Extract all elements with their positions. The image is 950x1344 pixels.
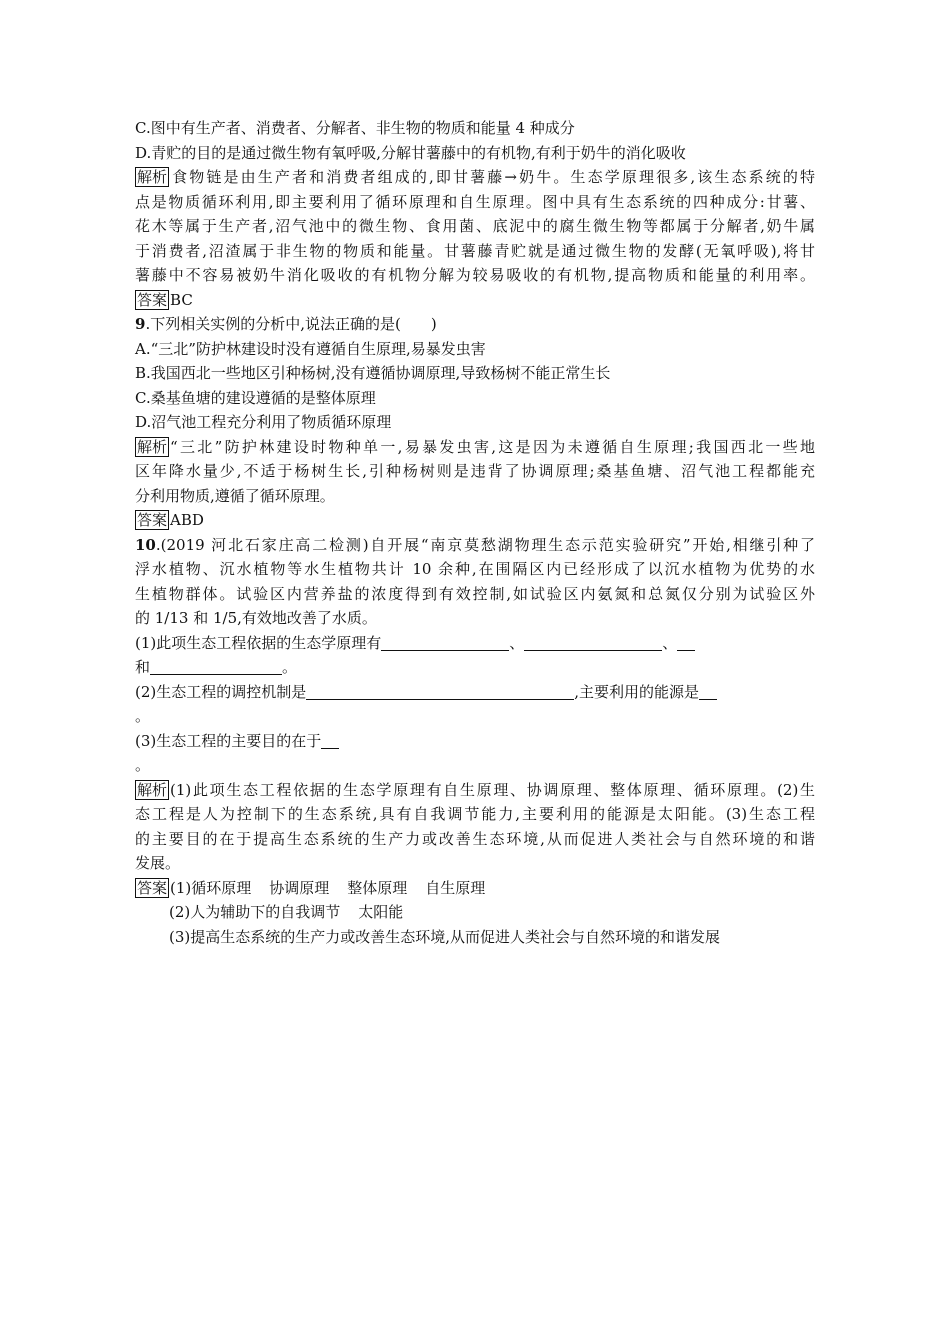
answer-text: 太阳能 bbox=[358, 903, 404, 921]
answer-blank[interactable] bbox=[699, 683, 717, 700]
question-number: 10 bbox=[135, 535, 156, 554]
answer-text: ABD bbox=[170, 511, 204, 529]
answer-label: 答案 bbox=[137, 878, 168, 897]
answer-blank[interactable] bbox=[524, 634, 662, 651]
q8-option-c: C.图中有生产者、消费者、分解者、非生物的物质和能量 4 种成分 bbox=[135, 119, 575, 137]
answer-label: 答案 bbox=[137, 290, 168, 309]
q10-sub1 bbox=[135, 631, 815, 656]
q10-sub3-end: 。 bbox=[135, 756, 151, 774]
q10-stem-line-2: 浮水植物、沉水植物等水生植物共计 10 余种,在围隔区内已经形成了以沉水植物为优势的水 bbox=[135, 560, 815, 578]
answer-text: (1)循环原理 bbox=[170, 878, 252, 897]
q10-stem-line-4: 的 1/13 和 1/5,有效地改善了水质。 bbox=[135, 609, 377, 627]
q9-option-d: D.沼气池工程充分利用了物质循环原理 bbox=[135, 413, 392, 431]
q8-analysis-line-2: 点是物质循环利用,即主要利用了循环原理和自生原理。图中具有生态系统的四种成分:甘薯、 bbox=[135, 192, 815, 211]
q10-stem-line-3: 生植物群体。试验区内营养盐的浓度得到有效控制,如试验区内氨氮和总氮仅分别为试验区外 bbox=[135, 584, 815, 603]
sub-question-text: (1)此项生态工程依据的生态学原理有 bbox=[135, 633, 382, 652]
q10-answer-2 bbox=[135, 900, 815, 925]
analysis-label: 解析 bbox=[137, 780, 168, 799]
separator: 、 bbox=[662, 633, 678, 652]
q8-option-d: D.青贮的目的是通过微生物有氧呼吸,分解甘薯藤中的有机物,有利于奶牛的消化吸收 bbox=[135, 143, 686, 162]
q10-sub3 bbox=[135, 729, 815, 754]
answer-blank[interactable] bbox=[150, 658, 282, 675]
q9-option-c: C.桑基鱼塘的建设遵循的是整体原理 bbox=[135, 388, 376, 407]
answer-blank[interactable] bbox=[381, 634, 509, 651]
analysis-label: 解析 bbox=[137, 437, 168, 456]
answer-blank[interactable] bbox=[677, 634, 695, 651]
answer-label: 答案 bbox=[137, 511, 168, 529]
analysis-text: “三北”防护林建设时物种单一,易暴发虫害,这是因为未遵循自生原理;我国西北一些地 bbox=[170, 437, 815, 456]
q8-analysis-line-3: 花木等属于生产者,沼气池中的微生物、食用菌、底泥中的腐生微生物等都属于分解者,奶牛属 bbox=[135, 217, 815, 235]
q9-option-b: B.我国西北一些地区引种杨树,没有遵循协调原理,导致杨树不能正常生长 bbox=[135, 364, 611, 382]
sub-question-text: ,主要利用的能源是 bbox=[574, 682, 700, 701]
answer-text: BC bbox=[170, 290, 193, 309]
q9-stem bbox=[135, 312, 815, 337]
q9-analysis-line-2: 区年降水量少,不适于杨树生长,引种杨树则是违背了协调原理;桑基鱼塘、沼气池工程都能充 bbox=[135, 462, 815, 480]
analysis-text: (1)此项生态工程依据的生态学原理有自生原理、协调原理、整体原理、循环原理。(2)生 bbox=[170, 780, 815, 799]
analysis-label: 解析 bbox=[137, 168, 168, 186]
q9-analysis-line-3: 分利用物质,遵循了循环原理。 bbox=[135, 486, 335, 505]
analysis-text: 食物链是由生产者和消费者组成的,即甘薯藤→奶牛。生态学原理很多,该生态系统的特 bbox=[170, 168, 815, 186]
answer-text: 自生原理 bbox=[425, 878, 486, 897]
answer-text: 整体原理 bbox=[347, 878, 408, 897]
answer-text: (2)人为辅助下的自我调节 bbox=[169, 903, 341, 921]
answer-blank[interactable] bbox=[321, 732, 339, 749]
q8-answer bbox=[135, 288, 815, 313]
q9-analysis-line-1 bbox=[135, 435, 815, 460]
q9-option-a: A.“三北”防护林建设时没有遵循自生原理,易暴发虫害 bbox=[135, 339, 486, 358]
q8-analysis-line-5: 薯藤中不容易被奶牛消化吸收的有机物分解为较易吸收的有机物,提高物质和能量的利用率。 bbox=[135, 266, 815, 284]
q9-answer bbox=[135, 508, 815, 533]
sub-question-text: (2)生态工程的调控机制是 bbox=[135, 682, 307, 701]
question-stem: .(2019 河北石家庄高二检测)自开展“南京莫愁湖物理生态示范实验研究”开始,相继引种了 bbox=[155, 535, 815, 554]
q10-sub2-end: 。 bbox=[135, 707, 151, 725]
document-page bbox=[135, 116, 815, 949]
q8-analysis-line-1 bbox=[135, 165, 815, 190]
q10-sub1-cont bbox=[135, 655, 815, 680]
q10-analysis-line-3: 的主要目的在于提高生态系统的生产力或改善生态环境,从而促进人类社会与自然环境的和谐 bbox=[135, 829, 815, 848]
answer-blank[interactable] bbox=[306, 683, 574, 700]
q10-answer-3: (3)提高生态系统的生产力或改善生态环境,从而促进人类社会与自然环境的和谐发展 bbox=[169, 927, 721, 946]
separator: 、 bbox=[509, 633, 525, 652]
q8-analysis-line-4: 于消费者,沼渣属于非生物的物质和能量。甘薯藤青贮就是通过微生物的发酵(无氧呼吸),将甘 bbox=[135, 241, 815, 260]
answer-text: 协调原理 bbox=[269, 878, 330, 897]
q10-analysis-line-2: 态工程是人为控制下的生态系统,具有自我调节能力,主要利用的能源是太阳能。(3)生态工程 bbox=[135, 805, 815, 823]
question-stem: .下列相关实例的分析中,说法正确的是( ) bbox=[145, 315, 437, 333]
q10-analysis-line-4: 发展。 bbox=[135, 854, 181, 872]
period: 。 bbox=[282, 658, 298, 676]
q10-stem-line-1 bbox=[135, 533, 815, 558]
conjunction: 和 bbox=[135, 658, 151, 676]
sub-question-text: (3)生态工程的主要目的在于 bbox=[135, 731, 322, 750]
q10-answer-1 bbox=[135, 876, 815, 901]
question-number: 9 bbox=[135, 315, 146, 333]
q10-analysis-line-1 bbox=[135, 778, 815, 803]
q10-sub2 bbox=[135, 680, 815, 705]
